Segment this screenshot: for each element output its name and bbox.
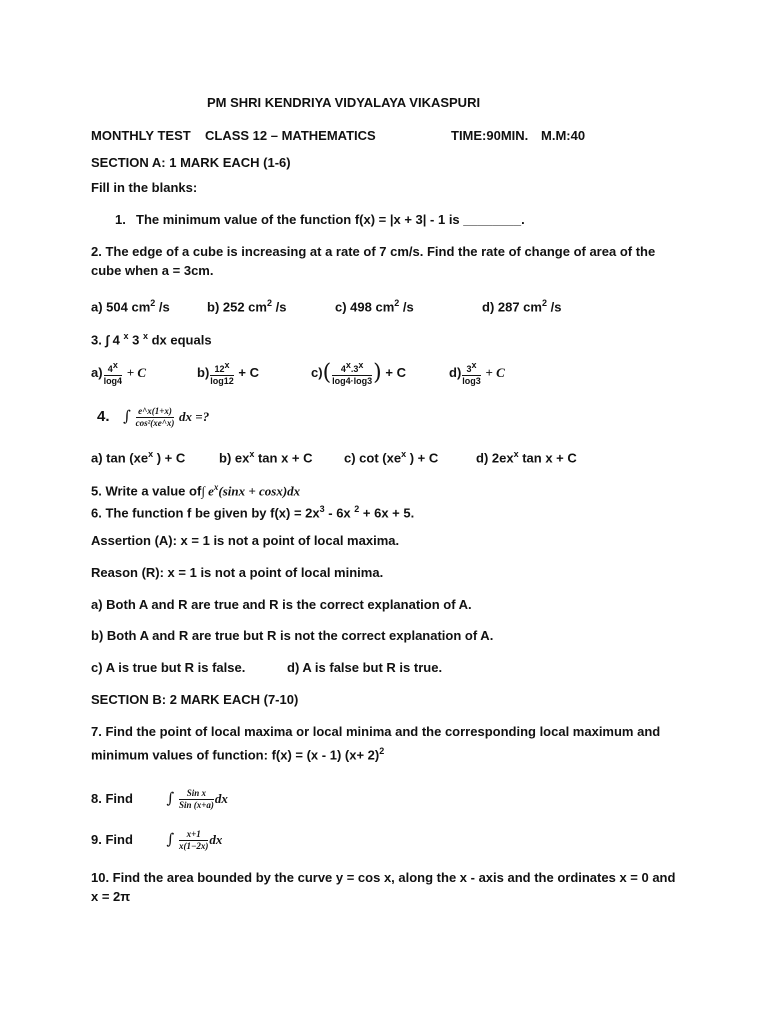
q2-option-b: b) 252 $cm^2$ /s [207, 298, 287, 315]
section-b-title: SECTION B: 2 MARK EACH (7-10) [91, 692, 299, 707]
section-a-title: SECTION A: 1 MARK EACH (1-6) [91, 155, 291, 170]
class-subject: CLASS 12 – MATHEMATICS [205, 128, 376, 143]
q5-question: 5. Write a value of∫ $e^x(\sin x + \cos x)dx$ [91, 482, 301, 499]
q3-option-c: c)( $\frac{4^x.3^x}{\log 4\cdot\log 3}$ ) + C [311, 360, 406, 387]
q2-line2: cube when a = 3cm. [91, 263, 214, 278]
q6-reason: Reason (R): x = 1 is not a point of local minima. [91, 565, 384, 580]
q10-line2: x = 2π [91, 889, 131, 904]
q2-option-c: c) 498 $cm^2$ /s [335, 298, 414, 315]
test-name: MONTHLY TEST [91, 128, 191, 143]
time-limit: TIME:90MIN. [451, 128, 529, 143]
q8-question: 8. Find ∫ $\frac{\text{Sin x}}{\text{Sin (x+a)}}$ dx [91, 788, 228, 811]
q10-line1: 10. Find the area bounded by the curve y = cos x, along the x - axis and the ordinates x = 0 and [91, 870, 676, 885]
q2-option-d: d) 287 $cm^2$ /s [482, 298, 562, 315]
q1-text: The minimum value of the function f(x) = |x + 3| - 1 is ________. [136, 212, 525, 227]
q6-option-d: d) A is false but R is true. [287, 660, 443, 675]
fill-blanks-heading: Fill in the blanks: [91, 180, 198, 195]
q4-option-b: b) $ex^x$ tan x + C [219, 449, 313, 466]
max-marks: M.M:40 [541, 128, 586, 143]
q6-option-c: c) A is true but R is false. [91, 660, 246, 675]
q7-line2: minimum values of function: f(x) = (x - 1) $(x+ 2)^2$ [91, 746, 385, 763]
q4-option-c: c) $\cot (xe^x$ ) + C [344, 449, 439, 466]
q6-option-a: a) Both A and R are true and R is the correct explanation of A. [91, 597, 472, 612]
q3-option-d: d) $\frac{3^x}{\log 3}$ + C [449, 360, 505, 387]
q2-line1: 2. The edge of a cube is increasing at a rate of 7 cm/s. Find the rate of change of area of the [91, 244, 656, 259]
q2-option-a: a) 504 $cm^2$ /s [91, 298, 170, 315]
q6-option-b: b) Both A and R are true but R is not the correct explanation of A. [91, 628, 494, 643]
school-name: PM SHRI KENDRIYA VIDYALAYA VIKASPURI [207, 95, 481, 110]
q6-assertion: Assertion (A): x = 1 is not a point of local maxima. [91, 533, 400, 548]
q3-option-b: b) $\frac{12^x}{\log 12}$ + C [197, 360, 260, 387]
q3-stem: 3. ∫ 4 $^x$ 3 $^x$ dx equals [91, 331, 212, 348]
q7-line1: 7. Find the point of local maxima or local minima and the corresponding local maximum and [91, 724, 661, 739]
q9-question: 9. Find ∫ $\frac{x+1}{x(1-2x)}$ dx [91, 829, 223, 852]
q1-number: 1. [115, 212, 126, 227]
q6-question: 6. The function f be given by $f(x) = 2x^3 - 6x$ $^2$ + 6x + 5. [91, 504, 415, 521]
q3-option-a: a) $\frac{4^x}{\log 4}$ + C [91, 360, 147, 387]
q4-option-d: d) $2ex^x$ tan x + C [476, 449, 577, 466]
q4-option-a: a) $\tan (xe^x$ ) + C [91, 449, 186, 466]
q4-question: 4. ∫ $\frac{e\^{}x(1+x)}{\text{cos²(xe\textasciicircum{}x)}}$ dx =? [97, 406, 210, 429]
